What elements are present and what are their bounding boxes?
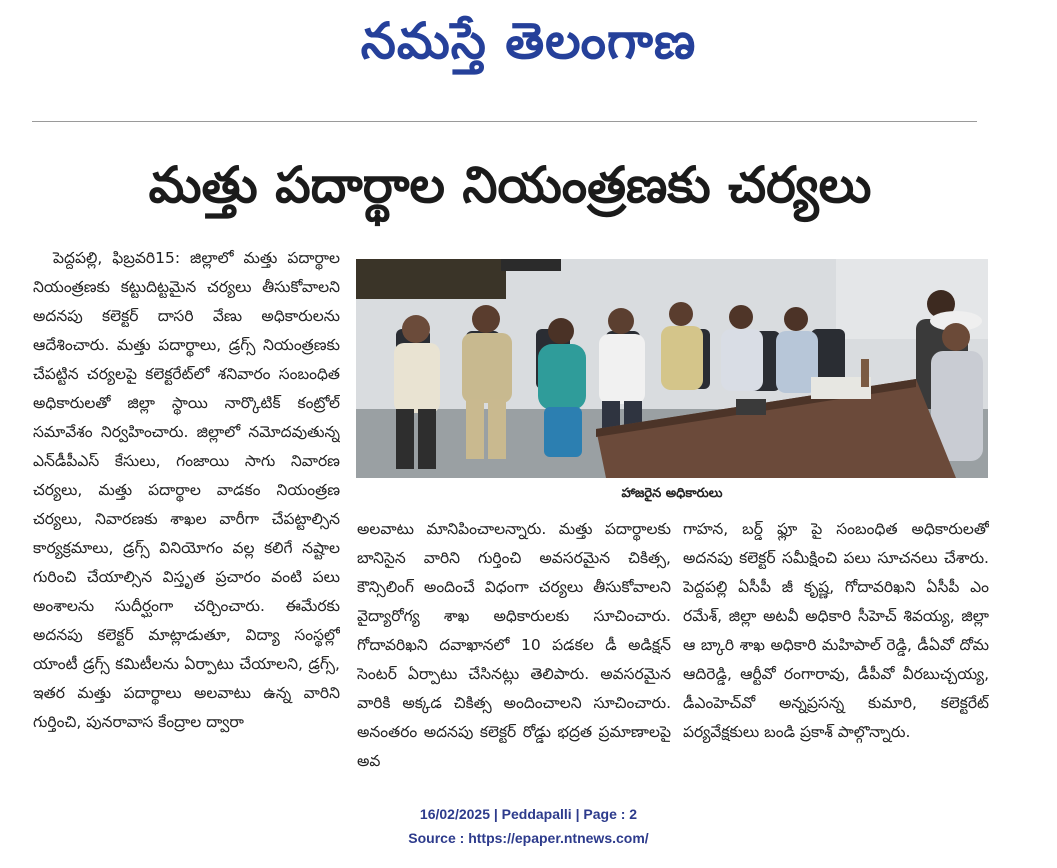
meeting-photo-illustration xyxy=(356,259,988,478)
footer-date-edition: 16/02/2025 | Peddapalli | Page : 2 xyxy=(419,806,638,822)
article-column-middle xyxy=(357,515,671,775)
article-body-left: పెద్దపల్లి, ఫిబ్రవరి15: జిల్లాలో మత్తు పదార్థాల నియంత్రణకు కట్టుదిట్టమైన చర్యలు తీసుకోవాలని అదనపు కలెక్టర్ దాసరి వేణు అధికారులను ఆదేశించారు. మత్తు పదార్థాలు, డ్రగ్స్ నియంత్రణకు చేపట్టిన చర్యలపై కలెక్టరేట్‌లో శనివారం సంబంధిత అధికారులతో జిల్లా స్థాయి నార్కొటిక్ కంట్రోల్ సమావేశం నిర్వహించారు. జిల్లాలో నమోదవుతున్న ఎన్‌డీపీఎస్ కేసులు, గంజాయి సాగు నివారణ చర్యలు, మత్తు పదార్థాల వాడకం నియంత్రణ చర్యలు, నివారణకు శాఖల వారీగా చేపట్టాల్సిన కార్యక్రమాలు, డ్రగ్స్ వినియోగం వల్ల కలిగే నష్టాల గురించి చేయాల్సిన విస్తృత ప్రచారం వంటి పలు అంశాలను సుదీర్ఘంగా చర్చించారు. ఈమేరకు అదనపు కలెక్టర్ మాట్లాడుతూ, విద్యా సంస్థల్లో యాంటీ డ్రగ్స్ కమిటీలను ఏర్పాటు చేయాలని, డ్రగ్స్, ఇతర మత్తు పదార్థాలు అలవాటు ఉన్న వారిని గుర్తించి, పునరావాస కేంద్రాల ద్వారా xyxy=(33,249,340,731)
article-body-right: గాహన, బర్డ్ ఫ్లూ పై సంబంధిత అధికారులతో అదనపు కలెక్టర్ సమీక్షించి పలు సూచనలు చేశారు. పెద్దపల్లి ఏసీపీ జీ కృష్ణ, గోదావరిఖని ఏసీపీ ఎం రమేశ్, జిల్లా అటవీ అధికారి సీహెచ్ శివయ్య, జిల్లా ఆ బ్కారి శాఖ అధికారి మహిపాల్ రెడ్డి, డీఏవో దోమ ఆదిరెడ్డి, ఆర్టీవో రంగారావు, డీపీవో వీరబుచ్చయ్య, డీఎంహెచ్‌వో అన్నప్రసన్న కుమారి, కలెక్టరేట్ పర్యవేక్షకులు బండి ప్రకాశ్ పాల్గొన్నారు. xyxy=(683,520,989,741)
masthead-logo xyxy=(0,4,1057,78)
article-column-left xyxy=(33,244,340,774)
article-headline: మత్తు పదార్థాల నియంత్రణకు చర్యలు xyxy=(148,156,872,214)
masthead-divider xyxy=(32,121,977,122)
article-photo xyxy=(356,259,988,478)
article-body-middle: అలవాటు మానిపించాలన్నారు. మత్తు పదార్థాలకు బానిసైన వారిని గుర్తించి అవసరమైన చికిత్స, కౌన్సిలింగ్ అందించే విధంగా చర్యలు తీసుకోవాలని వైద్యారోగ్య శాఖ అధికారులకు సూచించారు. గోదావరిఖని దవాఖానలో 10 పడకల డీ అడిక్షన్ సెంటర్ ఏర్పాటు చేసినట్లు తెలిపారు. అవసరమైన వారికి అక్కడ చికిత్స అందించాలని సూచించారు. అనంతరం అదనపు కలెక్టర్ రోడ్డు భద్రత ప్రమాణాలపై అవ xyxy=(357,520,671,770)
article-column-right xyxy=(683,515,989,775)
footer-source-link[interactable]: Source : https://epaper.ntnews.com/ xyxy=(408,830,649,846)
photo-caption: హాజరైన అధికారులు xyxy=(621,486,723,501)
masthead-title: నమస్తే తెలంగాణ xyxy=(360,12,697,70)
